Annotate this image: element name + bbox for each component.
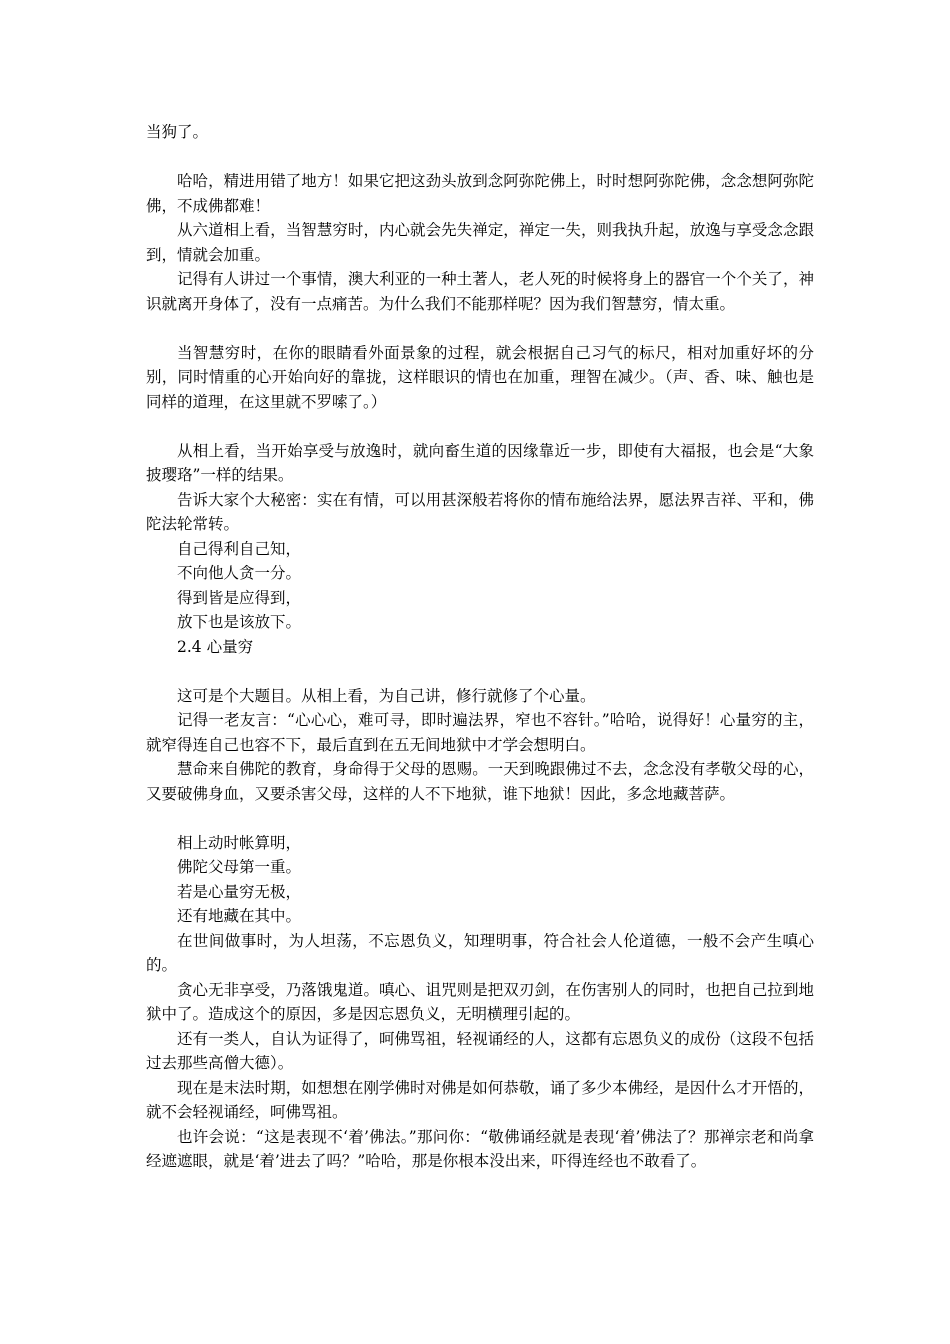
paragraph-4: 当智慧穷时，在你的眼睛看外面景象的过程，就会根据自己习气的标尺，相对加重好坏的分别，同时情重的心开始向好的靠拢，这样眼识的情也在加重，理智在减少。（声、香、味、触也是同样的道理，在这里就不罗嗦了。） — [146, 343, 814, 411]
paragraph-13: 现在是末法时期，如想想在刚学佛时对佛是如何恭敬，诵了多少本佛经，是因什么才开悟的，就不会轻视诵经，呵佛骂祖。 — [146, 1078, 814, 1121]
verse-line: 自己得利自己知， — [177, 539, 302, 558]
paragraph-6: 告诉大家个大秘密：实在有情，可以用甚深般若将你的情布施给法界，愿法界吉祥、平和，佛陀法轮常转。 — [146, 490, 814, 533]
paragraph-11: 贪心无非享受，乃落饿鬼道。嗔心、诅咒则是把双刃剑，在伤害别人的同时，也把自己拉到地狱中了。造成这个的原因，多是因忘恩负义，无明横理引起的。 — [146, 980, 814, 1023]
verse-line: 放下也是该放下。 — [177, 613, 302, 631]
verse-line: 得到皆是应得到， — [177, 588, 302, 607]
paragraph-5: 从相上看，当开始享受与放逸时，就向畜生道的因缘靠近一步，即使有大福报，也会是“大象披璎珞”一样的结果。 — [146, 441, 814, 484]
paragraph-2: 从六道相上看，当智慧穷时，内心就会先失禅定，禅定一失，则我执升起，放逸与享受念念跟到，情就会加重。 — [146, 221, 814, 264]
blank-line — [146, 316, 814, 341]
verse-line: 还有地藏在其中。 — [177, 907, 302, 925]
verse-line: 若是心量穷无极， — [177, 882, 302, 901]
paragraph-12: 还有一类人，自认为证得了，呵佛骂祖，轻视诵经的人，这都有忘恩负义的成份（这段不包括过去那些高僧大德）。 — [146, 1029, 814, 1072]
document-page — [146, 120, 814, 1174]
verse-line: 佛陀父母第一重。 — [177, 858, 302, 876]
section-heading: 2.4 心量穷 — [177, 637, 254, 656]
opening-line: 当狗了。 — [146, 123, 209, 141]
blank-line — [146, 659, 814, 684]
blank-line — [146, 145, 814, 170]
paragraph-10: 在世间做事时，为人坦荡，不忘恩负义，知理明事，符合社会人伦道德，一般不会产生嗔心的。 — [146, 931, 814, 974]
paragraph-14: 也许会说：“这是表现不‘着’佛法。”那问你：“敬佛诵经就是表现‘着’佛法了？那禅宗老和尚拿经遮遮眼，就是‘着’进去了吗？”哈哈，那是你根本没出来，吓得连经也不敢看了。 — [146, 1127, 814, 1170]
verse-1 — [146, 537, 814, 635]
blank-line — [146, 806, 814, 831]
paragraph-9: 慧命来自佛陀的教育，身命得于父母的恩赐。一天到晚跟佛过不去，念念没有孝敬父母的心，又要破佛身血，又要杀害父母，这样的人不下地狱，谁下地狱！因此，多念地藏菩萨。 — [146, 760, 814, 803]
paragraph-8: 记得一老友言：“心心心，难可寻，即时遍法界，窄也不容针。”哈哈，说得好！心量穷的主，就窄得连自己也容不下，最后直到在五无间地狱中才学会想明白。 — [146, 711, 814, 754]
paragraph-1: 哈哈，精进用错了地方！如果它把这劲头放到念阿弥陀佛上，时时想阿弥陀佛，念念想阿弥陀佛，不成佛都难！ — [146, 172, 814, 215]
verse-2 — [146, 831, 814, 929]
paragraph-3: 记得有人讲过一个事情，澳大利亚的一种土著人，老人死的时候将身上的器官一个个关了，神识就离开身体了，没有一点痛苦。为什么我们不能那样呢？因为我们智慧穷，情太重。 — [146, 270, 814, 313]
verse-line: 不向他人贪一分。 — [177, 564, 302, 582]
blank-line — [146, 414, 814, 439]
verse-line: 相上动时帐算明， — [177, 833, 302, 852]
paragraph-7: 这可是个大题目。从相上看，为自己讲，修行就修了个心量。 — [177, 686, 596, 705]
